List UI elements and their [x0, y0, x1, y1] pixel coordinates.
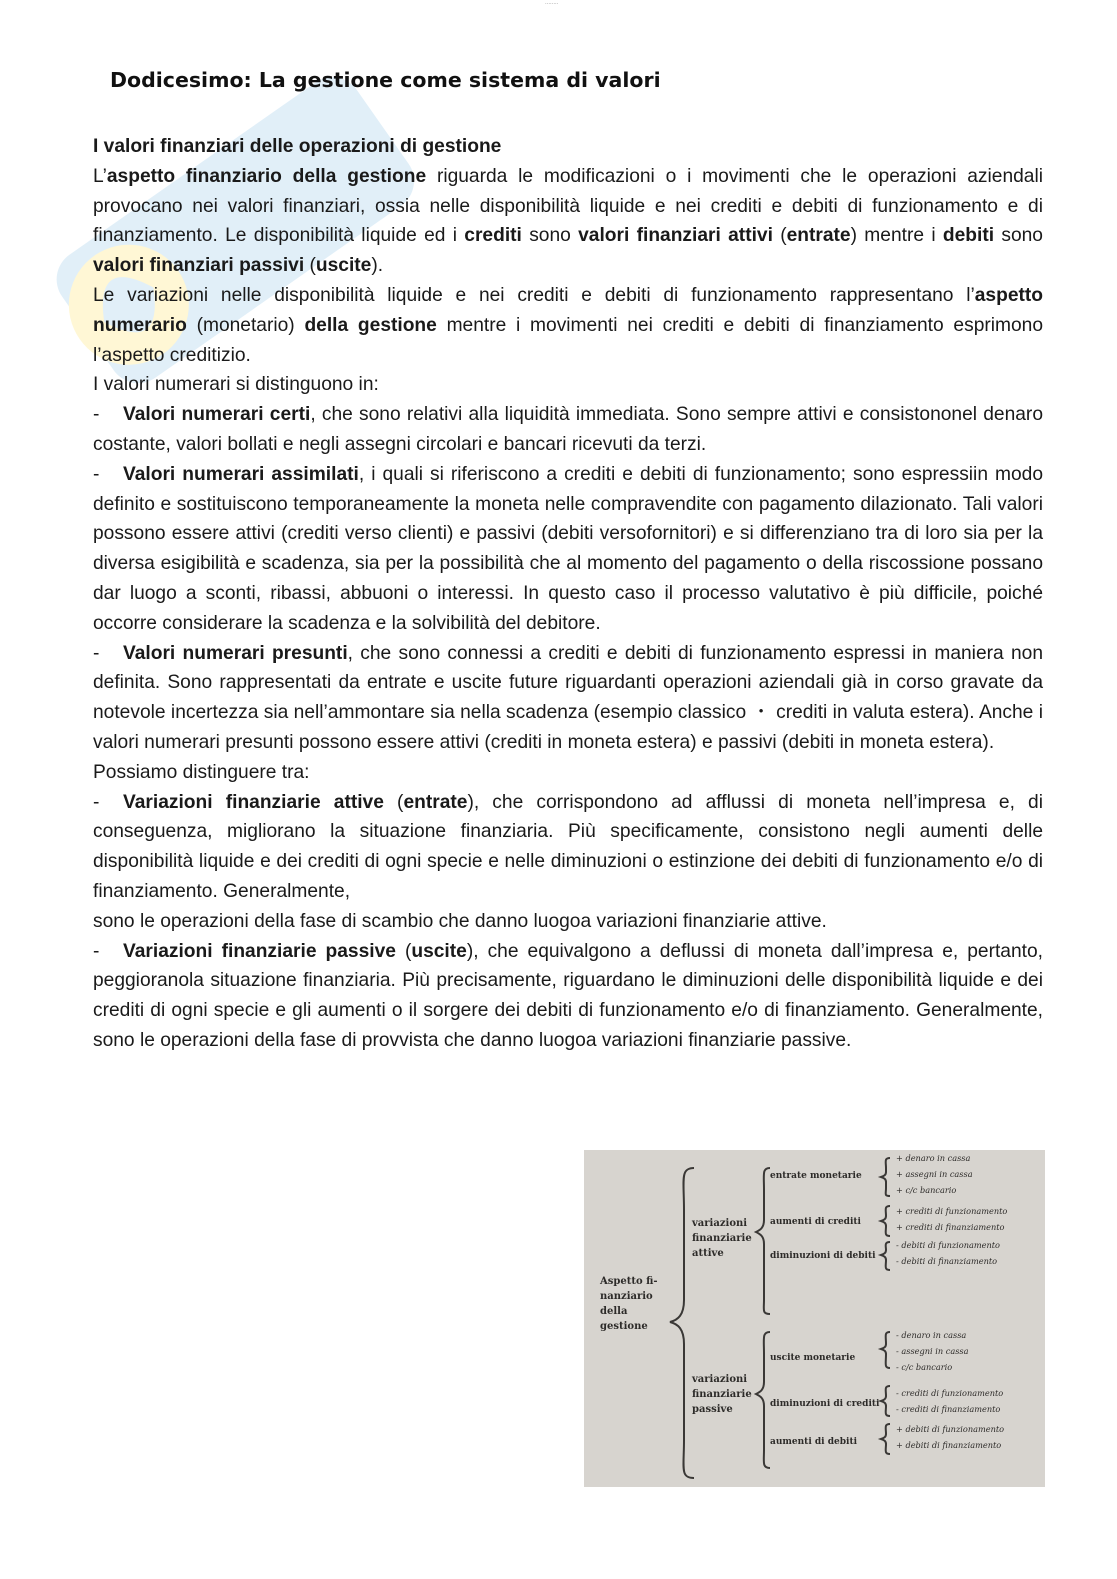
- diagram-attive-group-item: + assegni in cassa: [896, 1169, 973, 1179]
- diagram-root-label: della: [600, 1306, 628, 1317]
- diagram-root-label: nanziario: [600, 1291, 653, 1302]
- diagram-root-label: Aspetto fi-: [600, 1276, 658, 1287]
- diagram-attive-group-item: + c/c bancario: [896, 1185, 957, 1195]
- chapter-title: Dodicesimo: La gestione come sistema di valori: [110, 68, 661, 92]
- diagram-attive-group-item: + crediti di funzionamento: [896, 1206, 1008, 1216]
- diagram-passive-group-item: - denaro in cassa: [896, 1330, 967, 1340]
- financial-aspect-diagram: [584, 1150, 1045, 1487]
- paragraph-aspetto-numerario: Le variazioni nelle disponibilità liquide e nei crediti e debiti di funzionamento rappresentano l’aspetto numerario (monetario) della gestione mentre i movimenti nei crediti e debiti di finanziamento esprimono l’aspetto creditizio.: [93, 284, 1044, 366]
- list-item-variazioni-attive: - Variazioni finanziarie attive (entrate), che corrispondono ad afflussi di moneta nell’impresa e, di conseguenza, migliorano la situazione finanziaria. Più specificamente, consistono negli aumenti delle disponibilità liquide e dei crediti di ogni specie e nelle diminuzioni o estinzione dei debiti di funzionamento e/o di finanziamento. Generalmente,: [93, 791, 1043, 902]
- diagram-passive-group-item: + debiti di funzionamento: [896, 1424, 1005, 1434]
- diagram-passive-group-label: uscite monetarie: [770, 1353, 856, 1363]
- diagram-passive-group-item: - assegni in cassa: [896, 1346, 969, 1356]
- diagram-svg: [584, 1150, 1045, 1487]
- paragraph-aspetto-finanziario: L’aspetto finanziario della gestione riguarda le modificazioni o i movimenti che le operazioni aziendali provocano nei valori finanziari, ossia nelle disponibilità liquide e nei crediti e debiti di funzionamento e di finanziamento. Le disponibilità liquide ed i crediti sono valori finanziari attivi (entrate) mentre i debiti sono valori finanziari passivi (uscite).: [93, 165, 1044, 277]
- diagram-attive-group-label: aumenti di crediti: [770, 1217, 861, 1227]
- document-body: [93, 132, 1043, 1056]
- brace-aumenti-debiti: [881, 1424, 890, 1454]
- diagram-passive-group-label: aumenti di debiti: [770, 1437, 858, 1447]
- diagram-attive-group-item: + denaro in cassa: [896, 1153, 971, 1163]
- paragraph-intro-numerari: I valori numerari si distinguono in:: [93, 374, 379, 396]
- diagram-passive-group-item: + debiti di finanziamento: [896, 1440, 1002, 1450]
- diagram-passive-group-item: - c/c bancario: [896, 1362, 953, 1372]
- diagram-attive-group-item: - debiti di finanziamento: [896, 1256, 998, 1266]
- list-item-assimilati: - Valori numerari assimilati, i quali si riferiscono a crediti e debiti di funzionamento; sono espressiin modo definito e sostituiscono temporaneamente la moneta nelle compravendite con pagamento dilazionato. Tali valori possono essere attivi (crediti verso clienti) e passivi (debiti versofornitori) e si differenziano tra di loro sia per la diversa esigibilità e scadenza, sia per la possibilità che al momento del pagamento o della riscossione possano dar luogo a sconti, ribassi, abbuoni o interessi. In questo caso il processo valutativo è più difficile, poiché occorre considerare la scadenza e la solvibilità del debitore.: [93, 463, 1043, 634]
- diagram-passive-group-item: - crediti di finanziamento: [896, 1404, 1001, 1414]
- diagram-attive-label: finanziarie: [692, 1233, 752, 1244]
- passive-brace: [756, 1332, 770, 1468]
- diagram-attive-group-item: - debiti di funzionamento: [896, 1240, 1000, 1250]
- brace-aumenti-crediti: [881, 1206, 890, 1236]
- paragraph-fase-scambio: sono le operazioni della fase di scambio che danno luogoa variazioni finanziarie attive.: [93, 910, 827, 932]
- diagram-passive-label: finanziarie: [692, 1389, 752, 1400]
- root-brace: [670, 1168, 694, 1478]
- diagram-attive-group-label: diminuzioni di debiti: [770, 1251, 876, 1261]
- brace-diminuzioni-debiti: [881, 1242, 890, 1270]
- brace-entrate: [881, 1158, 890, 1196]
- diagram-passive-label: variazioni: [692, 1374, 748, 1385]
- diagram-passive-group-label: diminuzioni di crediti: [770, 1399, 880, 1409]
- page-header-mark: ........: [545, 0, 559, 6]
- list-item-presunti: - Valori numerari presunti, che sono connessi a crediti e debiti di funzionamento espressi in maniera non definita. Sono rappresentati da entrate e uscite future riguardanti operazioni aziendali già in corso gravate da notevole incertezza sia nell’ammontare sia nella scadenza (esempio classico ・ crediti in valuta estera). Anche i valori numerari presunti possono essere attivi (crediti in moneta estera) e passivi (debiti in moneta estera).: [93, 642, 1043, 753]
- diagram-attive-label: attive: [692, 1248, 724, 1259]
- diagram-attive-group-item: + crediti di finanziamento: [896, 1222, 1005, 1232]
- diagram-root-label: gestione: [600, 1321, 648, 1332]
- section-heading: I valori finanziari delle operazioni di gestione: [93, 136, 502, 157]
- list-item-certi: - Valori numerari certi, che sono relativi alla liquidità immediata. Sono sempre attivi e consistononel denaro costante, valori bollati e negli assegni circolari e bancari ricevuti da terzi.: [93, 404, 1043, 455]
- diagram-attive-label: variazioni: [692, 1218, 748, 1229]
- diagram-passive-group-item: - crediti di funzionamento: [896, 1388, 1004, 1398]
- diagram-passive-label: passive: [692, 1404, 733, 1415]
- list-item-variazioni-passive: - Variazioni finanziarie passive (uscite), che equivalgono a deflussi di moneta dall’impresa e, pertanto, peggioranola situazione finanziaria. Più precisamente, riguardano le diminuzioni delle disponibilità liquide e dei crediti di ogni specie e gli aumenti o il sorgere dei debiti di funzionamento e/o di finanziamento. Generalmente, sono le operazioni della fase di provvista che danno luogoa variazioni finanziarie passive.: [93, 940, 1043, 1051]
- attive-brace: [756, 1168, 770, 1314]
- paragraph-intro-variazioni: Possiamo distinguere tra:: [93, 761, 310, 783]
- diagram-attive-group-label: entrate monetarie: [770, 1171, 862, 1181]
- brace-uscite: [881, 1332, 890, 1368]
- brace-diminuzioni-crediti: [881, 1386, 890, 1416]
